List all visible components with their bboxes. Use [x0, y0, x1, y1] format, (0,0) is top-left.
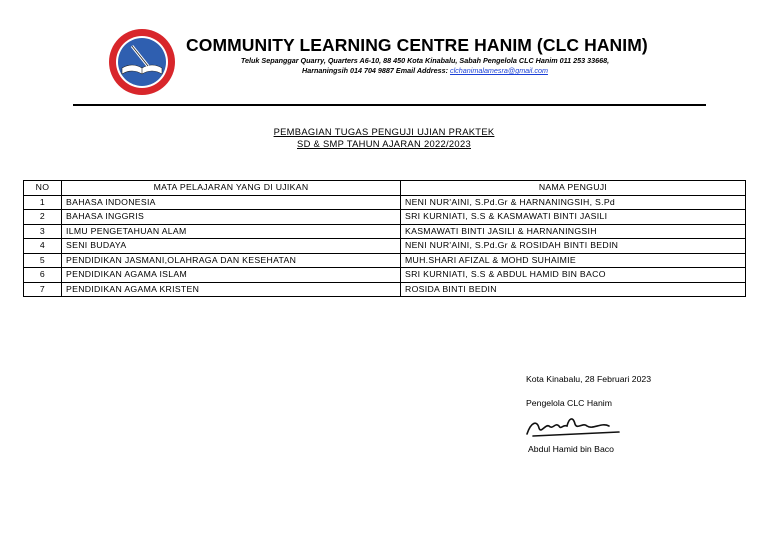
table-row	[24, 282, 746, 297]
table-header-row	[24, 181, 746, 196]
org-address	[186, 56, 664, 76]
header-divider	[73, 104, 706, 106]
row-subject: PENDIDIKAN JASMANI,OLAHRAGA DAN KESEHATAN	[62, 253, 401, 268]
header-no: NO	[24, 181, 62, 196]
address-line-2-text: Harnaningsih 014 704 9887 Email Address:	[302, 66, 448, 75]
clc-logo-icon	[108, 28, 176, 96]
table-row	[24, 195, 746, 210]
header-subject: MATA PELAJARAN YANG DI UJIKAN	[62, 181, 401, 196]
address-line-2	[186, 66, 664, 76]
row-examiner: KASMAWATI BINTI JASILI & HARNANINGSIH	[401, 224, 746, 239]
row-subject: BAHASA INGGRIS	[62, 210, 401, 225]
row-no: 7	[24, 282, 62, 297]
header-examiner: NAMA PENGUJI	[401, 181, 746, 196]
row-examiner: SRI KURNIATI, S.S & ABDUL HAMID BIN BACO	[401, 268, 746, 283]
address-line-1: Teluk Sepanggar Quarry, Quarters A6-10, 88 450 Kota Kinabalu, Sabah Pengelola CLC Hanim 011 253 33668,	[240, 56, 610, 65]
row-examiner: SRI KURNIATI, S.S & KASMAWATI BINTI JASILI	[401, 210, 746, 225]
row-examiner: NENI NUR'AINI, S.Pd.Gr & ROSIDAH BINTI BEDIN	[401, 239, 746, 254]
table-row	[24, 268, 746, 283]
place-date: Kota Kinabalu, 28 Februari 2023	[526, 374, 652, 384]
signatory-role: Pengelola CLC Hanim	[526, 398, 612, 408]
table-row	[24, 253, 746, 268]
org-name: COMMUNITY LEARNING CENTRE HANIM (CLC HANIM)	[186, 35, 648, 55]
row-no: 2	[24, 210, 62, 225]
row-subject: BAHASA INDONESIA	[62, 195, 401, 210]
examiner-table	[23, 180, 746, 297]
row-no: 3	[24, 224, 62, 239]
table-row	[24, 239, 746, 254]
row-subject: PENDIDIKAN AGAMA ISLAM	[62, 268, 401, 283]
table-row	[24, 224, 746, 239]
row-no: 1	[24, 195, 62, 210]
doc-title-line-2: SD & SMP TAHUN AJARAN 2022/2023	[297, 138, 471, 149]
row-no: 5	[24, 253, 62, 268]
row-examiner: ROSIDA BINTI BEDIN	[401, 282, 746, 297]
signature-icon	[523, 412, 623, 440]
row-examiner: MUH.SHARI AFIZAL & MOHD SUHAIMIE	[401, 253, 746, 268]
signatory-name: Abdul Hamid bin Baco	[528, 444, 614, 454]
row-subject: ILMU PENGETAHUAN ALAM	[62, 224, 401, 239]
row-no: 6	[24, 268, 62, 283]
row-subject: SENI BUDAYA	[62, 239, 401, 254]
row-subject: PENDIDIKAN AGAMA KRISTEN	[62, 282, 401, 297]
table-row	[24, 210, 746, 225]
row-examiner: NENI NUR'AINI, S.Pd.Gr & HARNANINGSIH, S.Pd	[401, 195, 746, 210]
email-link[interactable]: clchanimalamesra@gmail.com	[449, 66, 548, 75]
row-no: 4	[24, 239, 62, 254]
doc-title-line-1: PEMBAGIAN TUGAS PENGUJI UJIAN PRAKTEK	[273, 126, 495, 137]
